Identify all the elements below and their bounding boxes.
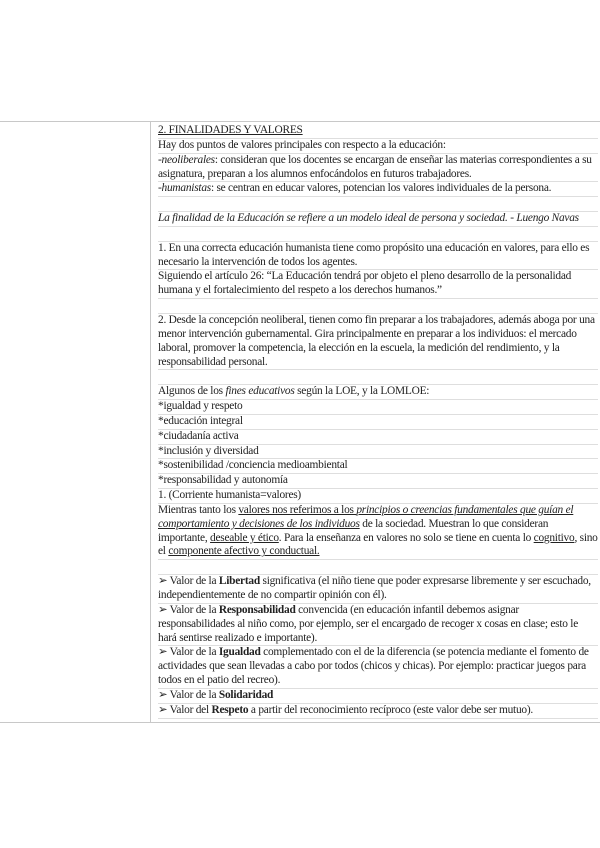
humanist-text: : se centran en educar valores, potencian los valores individuales de la persona. <box>210 182 552 195</box>
valor-desc: a partir del reconocimiento recíproco (este valor debe ser mutuo). <box>248 703 533 716</box>
corriente-title: 1. (Corriente humanista=valores) <box>158 489 598 504</box>
valor-item <box>158 704 598 719</box>
blank-line <box>158 299 598 314</box>
valor-item <box>158 604 598 647</box>
fines-lead-post: según la LOE, y la LOMLOE: <box>294 385 430 398</box>
valor-desc: significativa (el niño tiene que poder expresarse libremente y ser escuchado, independientemente de no compartir opinión con él). <box>158 575 591 601</box>
blank-line <box>158 197 598 212</box>
corriente-s4: de la sociedad. Muestran lo que consideran importante, <box>158 517 549 544</box>
corriente-s7: cognitivo <box>533 531 575 544</box>
blank-line <box>158 370 598 385</box>
quote-paragraph <box>158 212 598 227</box>
neoliberal-definition <box>158 154 598 183</box>
valor-item <box>158 646 598 689</box>
corriente-s8: , sino el <box>158 531 598 558</box>
quote-author: - Luengo Navas <box>510 212 579 225</box>
fines-item: *sostenibilidad /conciencia medioambiental <box>158 459 598 474</box>
blank-line <box>158 227 598 242</box>
fines-item: *ciudadanía activa <box>158 430 598 445</box>
valor-item <box>158 689 598 704</box>
notes-column <box>158 124 598 719</box>
point2-paragraph: 2. Desde la concepción neoliberal, tienen como fin preparar a los trabajadores, además aboga por una menor intervención gubernamental. Gira principalmente en preparar a los individuos: el mercado laboral, promover la competencia, la elección en la escuela, la medición del rendimiento, y la responsabilidad personal. <box>158 314 598 370</box>
fines-lead <box>158 385 598 400</box>
fines-item: *responsabilidad y autonomía <box>158 474 598 489</box>
valor-desc: convencida (en educación infantil debemos asignar responsabilidades al niño como, por ejemplo, ser el encargado de recoger x cosas en clase; esto le hará sentirse realizado e importante). <box>158 603 578 644</box>
fines-item: *igualdad y respeto <box>158 400 598 415</box>
valor-prefix: ➢ Valor de la <box>158 603 219 616</box>
point1-paragraph: 1. En una correcta educación humanista tiene como propósito una educación en valores, para ello es necesario la intervención de todos los agentes. <box>158 242 598 271</box>
fines-lead-term: fines educativos <box>225 385 295 398</box>
corriente-s5: deseable y ético <box>210 531 279 544</box>
corriente-paragraph <box>158 504 598 560</box>
valor-name: Libertad <box>218 575 260 588</box>
fines-item: *inclusión y diversidad <box>158 445 598 460</box>
neoliberal-text: : consideran que los docentes se encargan de enseñar las materias correspondientes a su asignatura, preparan a los alumnos enfocándolos en futuros trabajadores. <box>158 153 592 180</box>
section-title: 2. FINALIDADES Y VALORES <box>158 124 598 139</box>
valor-desc: complementado con el de la diferencia (se potencia mediante el fomento de actividades que sean llevadas a cabo por todos (chicos y chicas). Por ejemplo: practicar juegos para todos en el patio del recreo). <box>158 646 589 687</box>
intro-line: Hay dos puntos de valores principales con respecto a la educación: <box>158 139 598 154</box>
humanist-definition <box>158 182 598 197</box>
article26-paragraph: Siguiendo el artículo 26: “La Educación tendrá por objeto el pleno desarrollo de la personalidad humana y el fortalecimiento del respeto a los derechos humanos.” <box>158 270 598 299</box>
column-divider <box>150 121 151 722</box>
fines-lead-pre: Algunos de los <box>158 385 226 398</box>
quote-text: La finalidad de la Educación se refiere a un modelo ideal de persona y sociedad. <box>158 212 508 225</box>
valor-name: Igualdad <box>218 646 261 659</box>
valor-item <box>158 575 598 604</box>
corriente-s1: Mientras tanto los <box>158 503 239 516</box>
valor-name: Respeto <box>211 703 249 716</box>
corriente-s9: componente afectivo y conductual. <box>168 545 320 558</box>
valor-name: Solidaridad <box>218 688 274 701</box>
neoliberal-term: -neoliberales <box>158 153 215 166</box>
valor-name: Responsabilidad <box>218 603 296 616</box>
corriente-s6: . Para la enseñanza en valores no solo se tiene en cuenta lo <box>278 531 534 544</box>
table-bottom-border <box>0 722 600 723</box>
blank-line <box>158 560 598 575</box>
table-top-border <box>0 121 600 122</box>
humanist-term: -humanistas <box>158 182 211 195</box>
corriente-s2: valores nos referimos a los <box>238 503 357 516</box>
corriente-s3: principios o creencias fundamentales que guían el comportamiento y decisiones de los individuos <box>158 503 574 530</box>
valor-prefix: ➢ Valor de la <box>158 646 219 659</box>
valor-prefix: ➢ Valor del <box>158 703 212 716</box>
valor-prefix: ➢ Valor de la <box>158 575 219 588</box>
fines-item: *educación integral <box>158 415 598 430</box>
valor-prefix: ➢ Valor de la <box>158 688 219 701</box>
